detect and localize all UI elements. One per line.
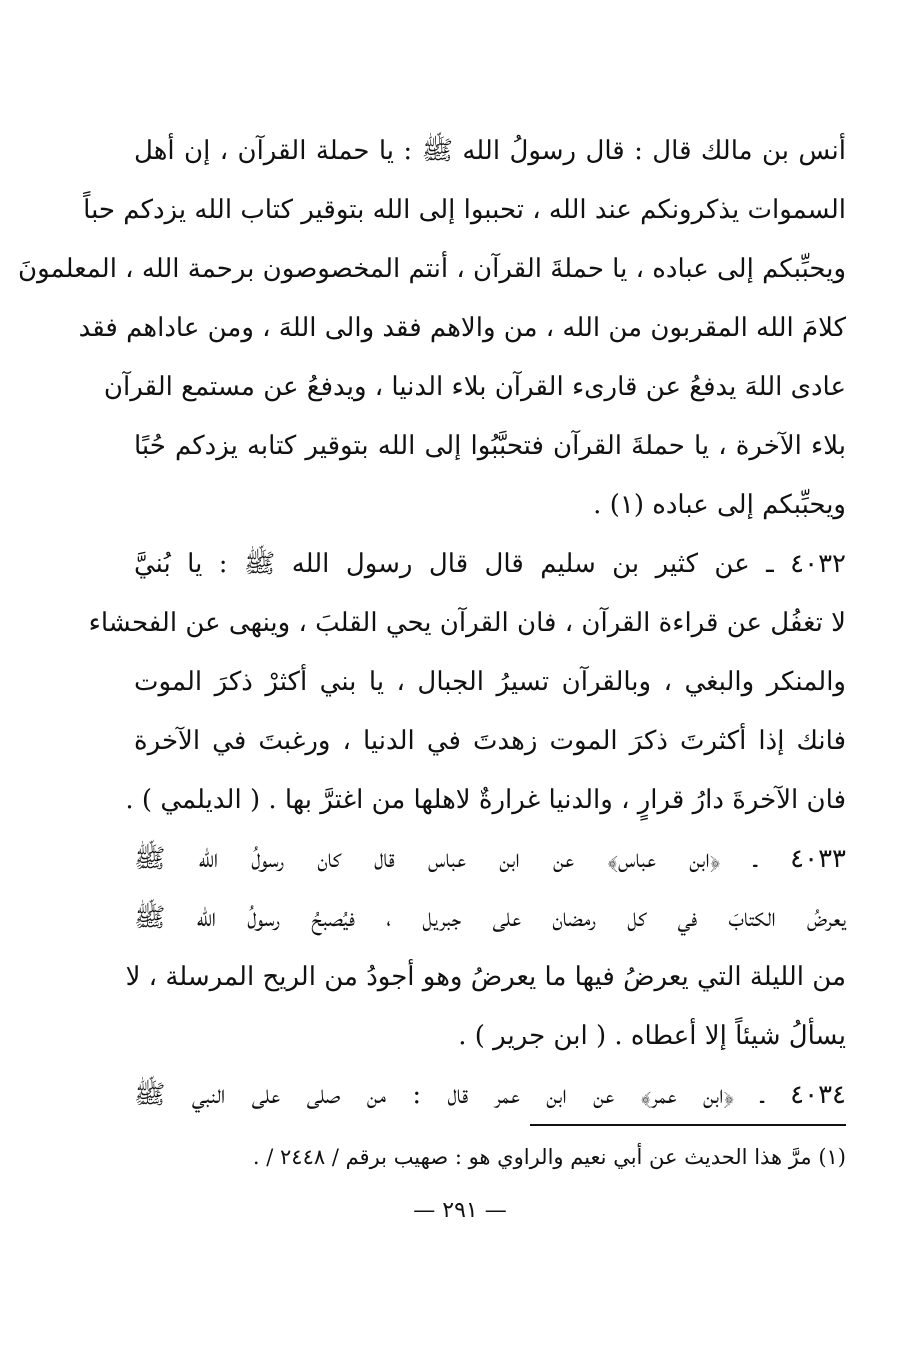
text-line: فانك إذا أكثرتَ ذكرَ الموت زهدتَ في الدنيا ، ورغبتَ في الآخرة bbox=[134, 726, 846, 756]
footnote-divider bbox=[530, 1124, 846, 1126]
page-number: — ٢٩١ — bbox=[413, 1198, 507, 1223]
hadith-4032-heading-line: ٤٠٣٢ ـ عن كثير بن سليم قال قال رسول الله ﷺ : يا بُنيَّ bbox=[134, 549, 846, 579]
hadith-4034-heading-line: ٤٠٣٤ ـ ﴿ابن عمر﴾ عن ابن عمر قال : من صلى على النبي ﷺ bbox=[134, 1080, 846, 1110]
text-line: بلاء الآخرة ، يا حملةَ القرآن فتحبَّبُوا إلى الله بتوقير كتابه يزدكم حُبًا bbox=[134, 431, 846, 461]
text-line: عادى اللهَ يدفعُ عن قارىء القرآن بلاء الدنيا ، ويدفعُ عن مستمع القرآن bbox=[103, 372, 846, 402]
text-line: كلامَ الله المقربون من الله ، من والاهم فقد والى اللهَ ، ومن عاداهم فقد bbox=[78, 313, 846, 343]
footnote: (١) مرَّ هذا الحديث عن أبي نعيم والراوي هو : صهيب برقم / ٢٤٤٨ / . bbox=[252, 1145, 846, 1169]
text-line: لا تغفُل عن قراءة القرآن ، فان القرآن يحي القلبَ ، وينهى عن الفحشاء bbox=[88, 608, 846, 638]
text-line: فان الآخرةَ دارُ قرارٍ ، والدنيا غرارةٌ لاهلها من اغترَّ بها . ( الديلمي ) . bbox=[125, 785, 846, 815]
hadith-4033-heading-line: ٤٠٣٣ ـ ﴿ابن عباس﴾ عن ابن عباس قال كان رسولُ الله ﷺ bbox=[134, 844, 846, 874]
text-line: ويحبِّبكم إلى عباده ، يا حملةَ القرآن ، أنتم المخصوصون برحمة الله ، المعلمونَ bbox=[18, 254, 846, 284]
text-line: يعرضُ الكتابَ في كل رمضان على جبريل ، فيُصبحُ رسولُ الله ﷺ bbox=[134, 903, 846, 933]
text-line: من الليلة التي يعرضُ فيها ما يعرضُ وهو أجودُ من الريح المرسلة ، لا bbox=[125, 962, 846, 992]
text-line: ويحبِّبكم إلى عباده (١) . bbox=[593, 490, 846, 520]
text-line: والمنكر والبغي ، وبالقرآن تسيرُ الجبال ، يا بني أكثرْ ذكرَ الموت bbox=[134, 667, 846, 697]
text-line: أنس بن مالك قال : قال رسولُ الله ﷺ : يا حملة القرآن ، إن أهل bbox=[134, 136, 846, 166]
text-line: السموات يذكرونكم عند الله ، تحببوا إلى الله بتوقير كتاب الله يزدكم حباً bbox=[83, 195, 846, 225]
text-line: يسألُ شيئاً إلا أعطاه . ( ابن جرير ) . bbox=[458, 1021, 846, 1051]
main-text-block bbox=[18, 122, 846, 1125]
